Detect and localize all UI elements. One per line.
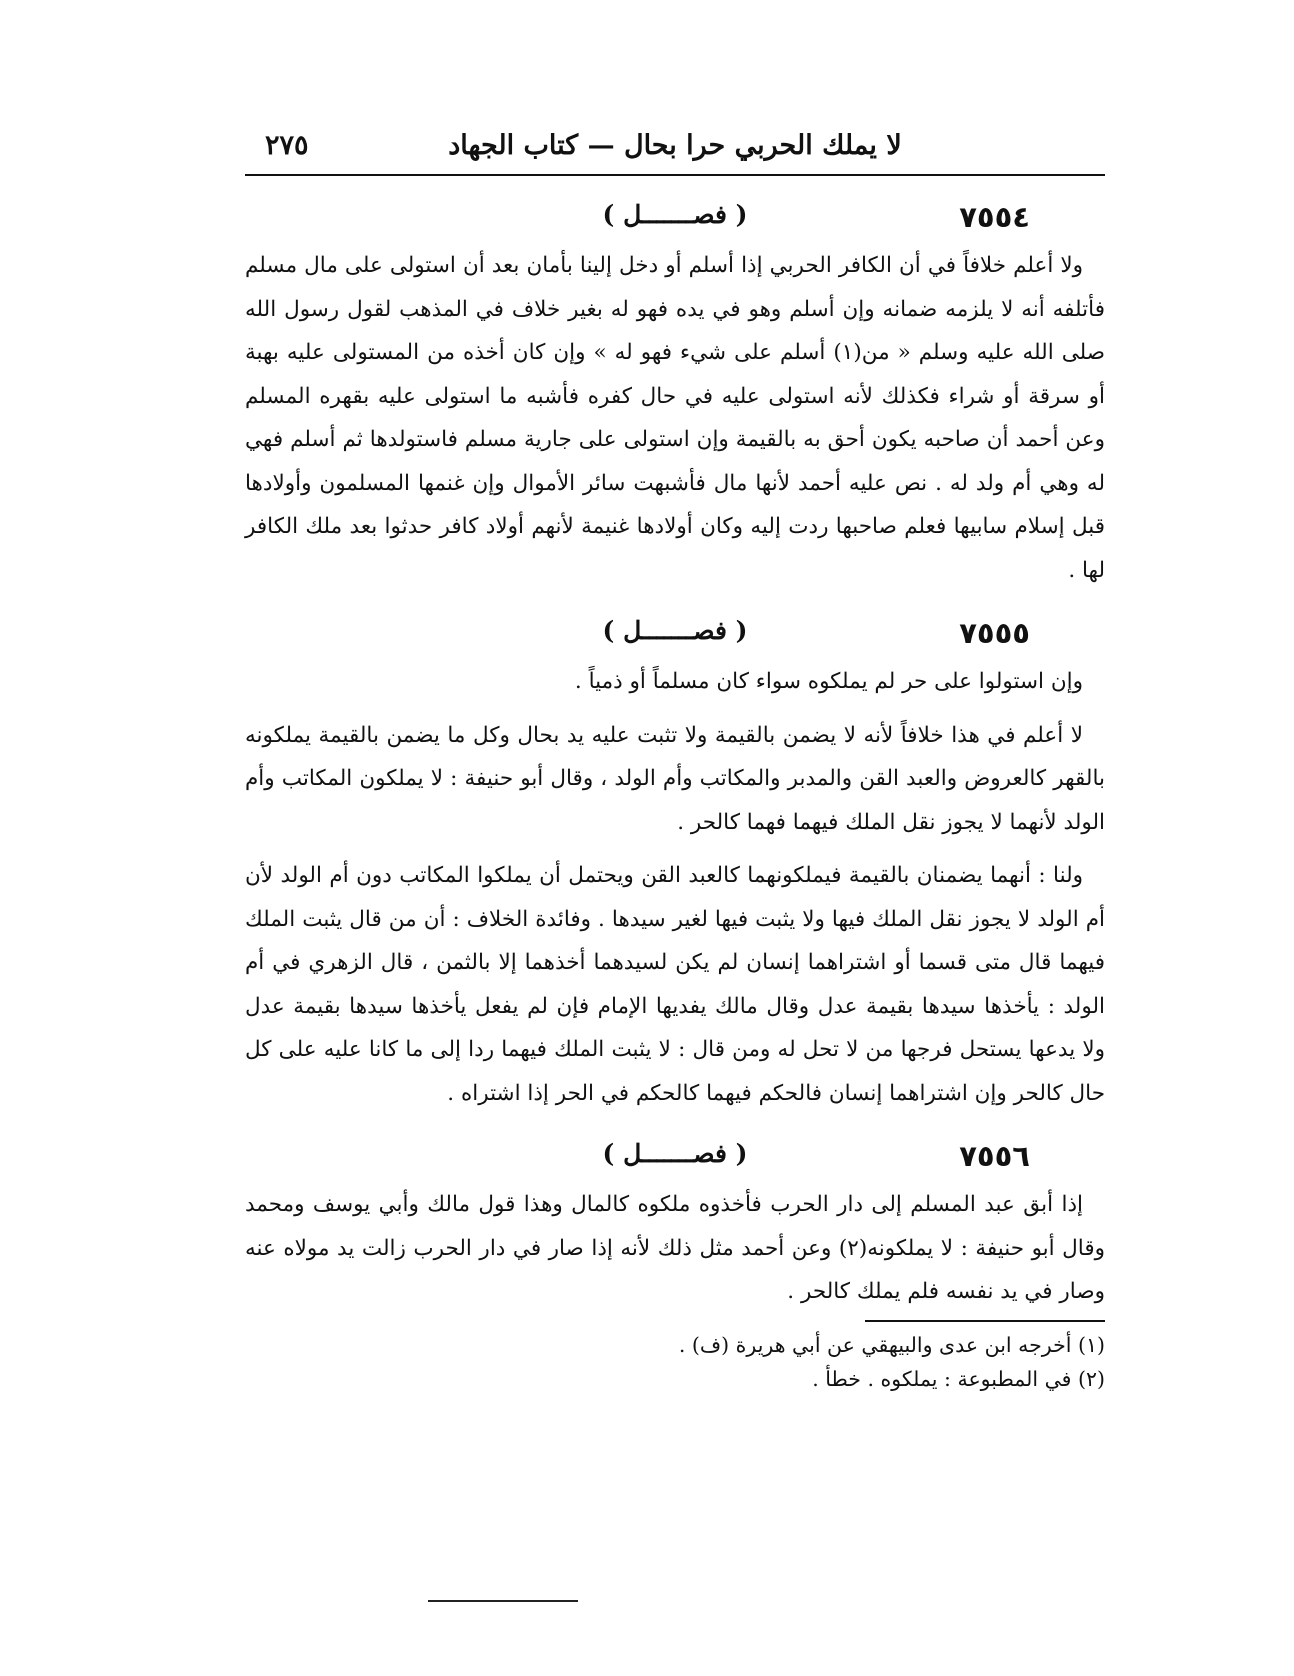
paragraph: وإن استولوا على حر لم يملكوه سواء كان مسلماً أو ذمياً . — [574, 669, 1083, 694]
book-page — [245, 118, 1105, 1396]
footnote: (٢) في المطبوعة : يملكوه . خطأ . — [812, 1366, 1105, 1391]
section-number: ٧٥٥٥ — [959, 616, 1030, 650]
section-title: ( فصـــــــل ) — [602, 200, 748, 229]
section-number: ٧٥٥٦ — [959, 1139, 1030, 1173]
page-bottom-rule — [428, 1600, 578, 1602]
section-number: ٧٥٥٤ — [959, 200, 1030, 234]
section-heading — [245, 1131, 1105, 1183]
running-title: لا يملك الحربي حرا بحال — كتاب الجهاد — [448, 130, 902, 161]
page-number: ٢٧٥ — [265, 130, 309, 161]
footnote-separator — [865, 1320, 1105, 1322]
footnotes — [245, 1328, 1105, 1396]
section-heading — [245, 192, 1105, 244]
paragraph: ولا أعلم خلافاً في أن الكافر الحربي إذا أسلم أو دخل إلينا بأمان بعد أن استولى على مال مسلم فأتلفه أنه لا يلزمه ضمانه وإن أسلم وهو في يده فهو له بغير خلاف في المذهب لقول رسول الله صلى الله عليه وسلم « من(١) أسلم على شيء فهو له » وإن كان أخذه من المستولى عليه بهبة أو سرقة أو شراء فكذلك لأنه استولى عليه في حال كفره فأشبه ما استولى عليه بقهره المسلم وعن أحمد أن صاحبه يكون أحق به بالقيمة وإن استولى على جارية مسلم فاستولدها ثم أسلم فهي له وهي أم ولد له . نص عليه أحمد لأنها مال فأشبهت سائر الأموال وإن غنمها المسلمون وأولادها قبل إسلام سابيها فعلم صاحبها ردت إليه وكان أولادها غنيمة لأنهم أولاد كافر حدثوا بعد ملك الكافر لها . — [245, 253, 1105, 583]
paragraph: ولنا : أنهما يضمنان بالقيمة فيملكونهما كالعبد القن ويحتمل أن يملكوا المكاتب دون أم الولد لأن أم الولد لا يجوز نقل الملك فيها ولا يثبت فيها لغير سيدها . وفائدة الخلاف : أن من قال يثبت الملك فيهما قال متى قسما أو اشتراهما إنسان لم يكن لسيدهما أخذهما إلا بالثمن ، قال الزهري في أم الولد : يأخذها سيدها بقيمة عدل وقال مالك يفديها الإمام فإن لم يفعل يأخذها سيدها بقيمة عدل ولا يدعها يستحل فرجها من لا تحل له ومن قال : لا يثبت الملك فيهما ردا إلى ما كانا عليه على كل حال كالحر وإن اشتراهما إنسان فالحكم فيهما كالحكم في الحر إذا اشتراه . — [245, 863, 1105, 1106]
section-title: ( فصـــــــل ) — [602, 1139, 748, 1168]
footnote: (١) أخرجه ابن عدى والبيهقي عن أبي هريرة (ف) . — [678, 1332, 1105, 1357]
section-heading — [245, 608, 1105, 660]
section-title: ( فصـــــــل ) — [602, 616, 748, 645]
page-header — [245, 118, 1105, 176]
paragraph: إذا أبق عبد المسلم إلى دار الحرب فأخذوه ملكوه كالمال وهذا قول مالك وأبي يوسف ومحمد وقال أبو حنيفة : لا يملكونه(٢) وعن أحمد مثل ذلك لأنه إذا صار في دار الحرب زالت يد مولاه عنه وصار في يد نفسه فلم يملك كالحر . — [245, 1192, 1105, 1304]
paragraph: لا أعلم في هذا خلافاً لأنه لا يضمن بالقيمة ولا تثبت عليه يد بحال وكل ما يضمن بالقيمة يملكونه بالقهر كالعروض والعبد القن والمدبر والمكاتب وأم الولد ، وقال أبو حنيفة : لا يملكون المكاتب وأم الولد لأنهما لا يجوز نقل الملك فيهما فهما كالحر . — [245, 722, 1105, 835]
